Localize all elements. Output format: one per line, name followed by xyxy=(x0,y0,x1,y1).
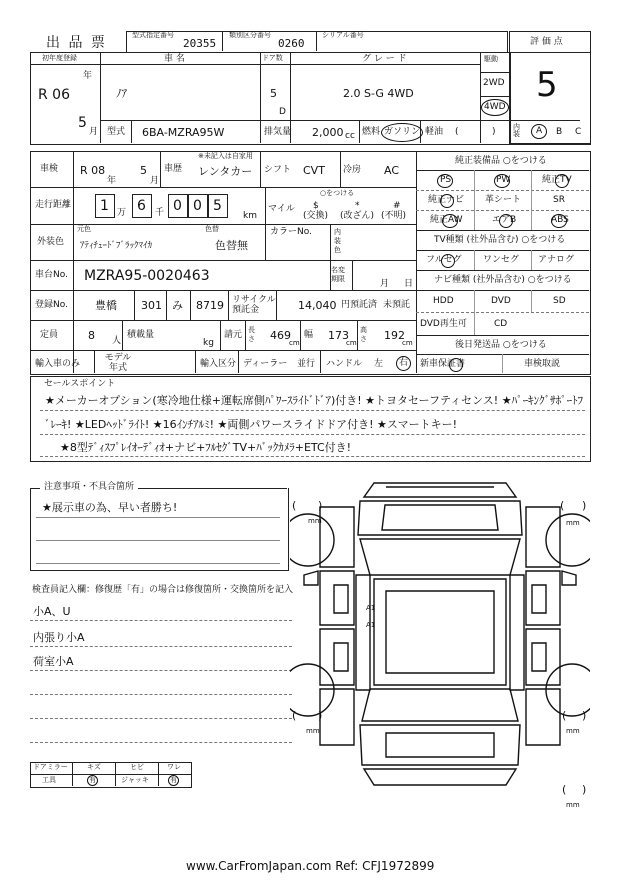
legend-tools-present: 有 xyxy=(89,776,96,784)
equip-abs: ABS xyxy=(551,215,569,225)
mileage-digit-3: 0 xyxy=(173,198,182,214)
first-reg-month: 5 xyxy=(78,115,87,131)
tv-type-label: TV種類 (社外品含む) ○をつける xyxy=(434,235,566,245)
name-change-label: 名変期限 xyxy=(331,266,345,283)
door-suffix: D xyxy=(279,107,286,117)
sheet-title: 出 品 票 xyxy=(46,35,107,51)
tread-fr-close: ) xyxy=(582,499,587,512)
shaken-year-unit: 年 xyxy=(107,176,117,186)
first-reg-label: 初年度登録 xyxy=(42,54,77,62)
legend-door-mirror: ドアミラー xyxy=(33,763,68,771)
sen-unit: 千 xyxy=(155,208,165,218)
car-name: ﾉｱ xyxy=(116,87,127,100)
score-label: 評 価 点 xyxy=(530,37,563,47)
height-value: 192 xyxy=(384,329,405,342)
color-no-label: カラーNo. xyxy=(270,227,312,237)
legend-break: ワレ xyxy=(167,763,181,771)
model-year-label: モデル 年式 xyxy=(104,353,132,373)
import-label: 輸入車のみ xyxy=(35,359,81,369)
height-label: 高さ xyxy=(360,326,367,343)
height-unit: cm xyxy=(402,339,413,347)
displacement-label: 排気量 xyxy=(264,127,292,137)
legend-crack: ヒビ xyxy=(130,763,144,771)
history-note: ※未記入は自家用 xyxy=(198,152,253,160)
class-no: 0260 xyxy=(278,37,305,50)
chassis-value: MZRA95-0020463 xyxy=(84,268,210,284)
cc-unit: cc xyxy=(345,131,355,141)
swap-symbol: $ xyxy=(313,201,319,211)
swap-label: (交換) xyxy=(303,211,329,221)
drive-4wd: 4WD xyxy=(481,99,509,116)
reg-label: 登録No. xyxy=(35,300,68,310)
fuel-diesel: 軽油 xyxy=(425,127,444,137)
mileage-label: 走行距離 xyxy=(35,200,72,210)
navi-sd: SD xyxy=(553,296,566,306)
mileage-digit-5: 5 xyxy=(213,198,222,214)
history-value: レンタカー xyxy=(198,165,253,178)
tv-fullseg: フルセグ xyxy=(426,255,462,265)
fuel-gasoline: ガソリン xyxy=(381,123,423,142)
type-label: 型式 xyxy=(107,127,126,137)
equip-genuine-navi: 純正ナビ xyxy=(428,195,465,205)
tread-fl-close: ) xyxy=(318,499,323,512)
ac-label: 冷房 xyxy=(343,165,362,175)
legend-scratch: キズ xyxy=(87,763,101,771)
model-cert-no: 20355 xyxy=(183,37,217,50)
reg-place: 豊橋 xyxy=(95,299,117,312)
later-items-label: 後日発送品 ○をつける xyxy=(455,340,547,350)
navi-type-label: ナビ種類 (社外品含む) ○をつける xyxy=(434,275,572,285)
mileage-digit-2: 6 xyxy=(137,198,146,214)
width-label: 幅 xyxy=(304,330,314,340)
equip-ps: PS xyxy=(440,175,452,185)
equip-genuine-tv: 純正TV xyxy=(542,175,572,185)
orig-color-value: ｱﾃｨﾁｭｰﾄﾞﾌﾞﾗｯｸﾏｲｶ xyxy=(80,241,153,251)
orig-color-label: 元色 xyxy=(77,225,91,233)
later-warranty: 新車保証書 xyxy=(420,359,466,369)
shaken-month-unit: 月 xyxy=(150,176,160,186)
shaken-value: R 08 xyxy=(80,164,106,177)
navi-dvd: DVD xyxy=(491,296,511,306)
tread-fr-unit: mm xyxy=(566,519,580,527)
tread-spare-close: ) xyxy=(582,783,587,796)
handle-label: ハンドル xyxy=(326,359,363,369)
inspector-label: 検査員記入欄：修復歴「有」の場合は修復箇所・交換箇所を記入 xyxy=(32,585,294,595)
load-unit: kg xyxy=(203,338,214,348)
equip-pw: PW xyxy=(496,175,511,185)
recycle-label: リサイクル 預託金 xyxy=(232,295,276,315)
notes-label: 注意事項・不具合箇所 xyxy=(44,482,135,492)
damage-mark-1: A1 xyxy=(366,604,376,612)
equip-genuine-aw: 純正AW xyxy=(430,215,463,225)
width-value: 173 xyxy=(328,329,349,342)
length-label: 長さ xyxy=(248,326,255,343)
fuel-label: 燃料 xyxy=(362,127,381,137)
shift-label: シフト xyxy=(264,165,292,175)
handle-left: 左 xyxy=(374,359,384,369)
grade-label: グ レ ー ド xyxy=(362,54,407,64)
request-label: 請元 xyxy=(224,330,243,340)
tv-analog: アナログ xyxy=(538,255,575,265)
score-value: 5 xyxy=(536,65,558,105)
note-line-1: ★展示車の為、早い者勝ち! xyxy=(42,501,178,514)
serial-label: シリアル番号 xyxy=(322,31,364,39)
unknown-label: (不明) xyxy=(381,211,407,221)
ac-value: AC xyxy=(384,164,400,177)
year-unit: 年 xyxy=(83,71,93,81)
tread-rr-close: ) xyxy=(582,709,587,722)
interior-b: B xyxy=(556,127,563,137)
name-change-day-unit: 日 xyxy=(404,279,414,289)
grade-value: 2.0 S-G 4WD xyxy=(343,87,414,100)
type-code: 6BA-MZRA95W xyxy=(142,126,225,139)
shaken-label: 車検 xyxy=(40,164,59,174)
inspector-line-3: 荷室小A xyxy=(33,655,74,668)
load-label: 積載量 xyxy=(127,330,155,340)
interior-color-label: 内装色 xyxy=(334,228,341,254)
source-watermark: www.CarFromJapan.com Ref: CFJ1972899 xyxy=(186,859,435,873)
capacity-unit: 人 xyxy=(112,336,122,346)
tread-rr-open: ( xyxy=(562,709,567,722)
length-unit: cm xyxy=(289,339,300,347)
man-unit: 万 xyxy=(117,208,127,218)
model-cert-label: 型式指定番号 xyxy=(132,31,174,39)
car-name-label: 車 名 xyxy=(164,54,185,64)
class-label: 類別区分番号 xyxy=(229,31,271,39)
width-unit: cm xyxy=(346,339,357,347)
tv-oneseg: ワンセグ xyxy=(483,255,520,265)
tamper-symbol: * xyxy=(355,201,360,211)
inspector-line-1: 小A、U xyxy=(33,605,71,618)
color-label: 外装色 xyxy=(37,237,65,247)
import-dealer: ディーラー xyxy=(243,359,288,369)
later-manual: 車検取説 xyxy=(524,359,561,369)
month-unit: 月 xyxy=(89,127,99,137)
displacement-value: 2,000 xyxy=(312,126,344,139)
tread-spare-open: ( xyxy=(562,783,567,796)
reg-number: 8719 xyxy=(196,299,224,312)
legend-jack: ジャッキ xyxy=(121,776,149,784)
km-unit: km xyxy=(243,211,257,221)
tread-spare-unit: mm xyxy=(566,801,580,809)
tamper-label: (改ざん) xyxy=(340,211,375,221)
reg-kana: み xyxy=(172,299,183,312)
doors-label: ドア数 xyxy=(262,54,283,62)
unknown-symbol: # xyxy=(393,201,401,211)
tread-fl-unit: mm xyxy=(308,517,322,525)
recycle-amount: 14,040 xyxy=(298,299,337,312)
car-body-diagram xyxy=(290,475,590,820)
shift-value: CVT xyxy=(303,164,325,177)
tread-rl-close: ) xyxy=(318,709,323,722)
sales-point-line-3: ★8型ﾃﾞｨｽﾌﾟﾚｲｵｰﾃﾞｨｵ+ナビ+ﾌﾙｾｸﾞTV+ﾊﾞｯｸｶﾒﾗ+ETC付き! xyxy=(60,441,352,454)
history-label: 車歴 xyxy=(164,164,183,174)
color-change-value: 色替無 xyxy=(215,239,248,252)
fuel-paren-close: ) xyxy=(492,127,496,137)
tread-fl-open: ( xyxy=(292,499,297,512)
tread-rl-open: ( xyxy=(292,709,297,722)
name-change-month-unit: 月 xyxy=(380,279,390,289)
reg-class: 301 xyxy=(141,299,162,312)
genuine-equipment-label: 純正装備品 ○をつける xyxy=(455,156,547,166)
inspector-line-2: 内張り小A xyxy=(33,631,85,644)
recycle-unit: 円預託済 xyxy=(341,300,378,310)
equip-leather-seat: 革シート xyxy=(485,195,522,205)
recycle-not-deposited: 未預託 xyxy=(383,300,411,310)
length-value: 469 xyxy=(270,329,291,342)
check-note: ○をつける xyxy=(320,189,355,197)
shaken-month: 5 xyxy=(140,164,147,177)
import-parallel: 並行 xyxy=(297,359,316,369)
interior-a: A xyxy=(531,124,547,139)
color-change-label: 色替 xyxy=(205,225,219,233)
drive-label: 駆動 xyxy=(484,55,498,63)
navi-dvd-play: DVD再生可 xyxy=(420,319,467,329)
sales-points-label: セールスポイント xyxy=(44,379,116,389)
navi-hdd: HDD xyxy=(433,296,454,306)
import-type-label: 輸入区分 xyxy=(200,359,237,369)
sales-point-line-2: ﾞﾚｰｷ! ★LEDﾍｯﾄﾞﾗｲﾄ! ★16ｲﾝﾁｱﾙﾐ! ★両側パワースライドドア付き! ★スマートキー! xyxy=(45,418,458,431)
drive-2wd: 2WD xyxy=(483,78,505,88)
tread-fr-open: ( xyxy=(560,499,565,512)
interior-c: C xyxy=(575,127,582,137)
equip-airbag: エアB xyxy=(492,215,517,225)
legend-jack-present: 有 xyxy=(170,776,177,784)
sales-point-line-1: ★メーカーオプション(寒冷地仕様+運転席側ﾊﾟﾜｰｽﾗｲﾄﾞﾄﾞｱ)付き! ★トヨタセーフティセンス! ★ﾊﾟｰｷﾝｸﾞｻﾎﾟｰﾄﾌ xyxy=(45,394,584,407)
capacity-value: 8 xyxy=(88,329,95,342)
handle-right: 右 xyxy=(396,356,411,371)
capacity-label: 定員 xyxy=(40,330,59,340)
mileage-digit-4: 0 xyxy=(193,198,202,214)
chassis-label: 車台No. xyxy=(35,270,68,280)
first-reg-year: R 06 xyxy=(38,87,70,103)
equip-sunroof: SR xyxy=(553,195,565,205)
tread-rl-unit: mm xyxy=(306,727,320,735)
interior-label: 内装 xyxy=(513,123,520,138)
mile-label: マイル xyxy=(268,204,295,214)
legend-tools: 工具 xyxy=(42,776,56,784)
tread-rr-unit: mm xyxy=(566,727,580,735)
doors-value: 5 xyxy=(270,87,277,100)
navi-cd: CD xyxy=(494,319,508,329)
mileage-digit-1: 1 xyxy=(100,198,109,214)
damage-mark-2: A1 xyxy=(366,621,376,629)
fuel-paren-open: ( xyxy=(455,127,459,137)
